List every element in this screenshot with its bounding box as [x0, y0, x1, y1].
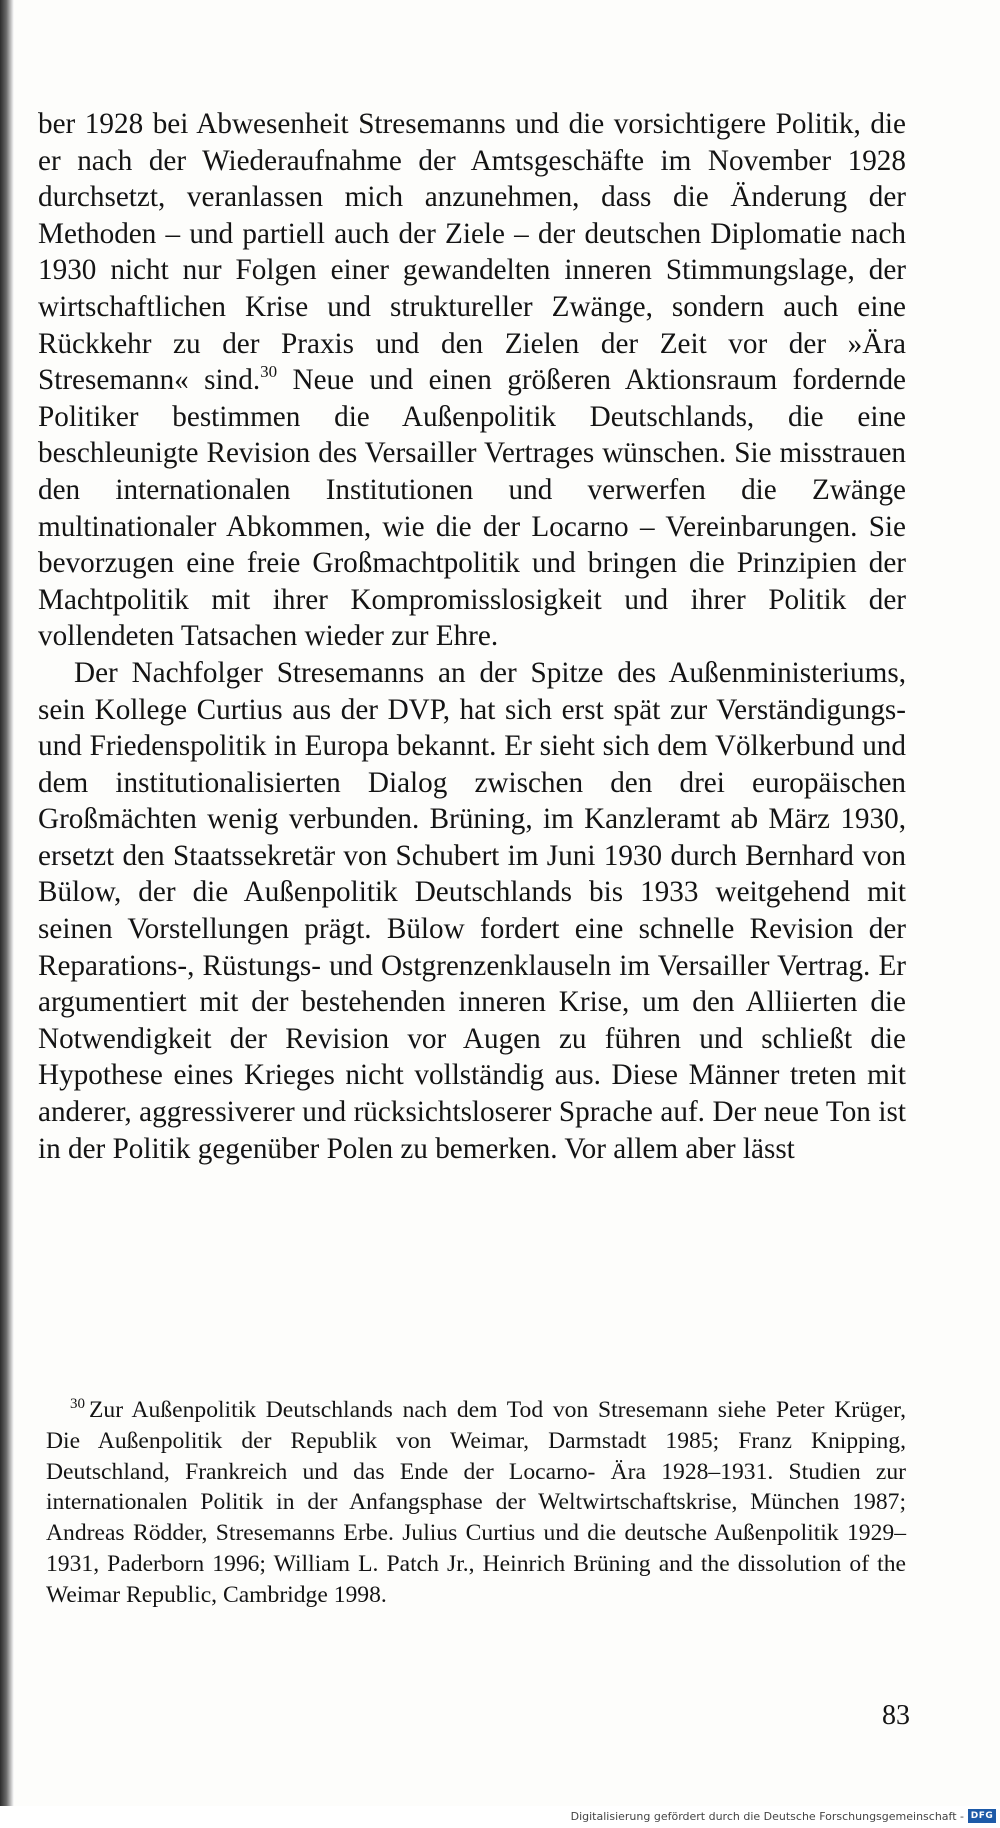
- page-spine-shadow: [0, 0, 14, 1828]
- digitization-footer: [0, 1806, 1000, 1828]
- footnote-30: [46, 1395, 906, 1611]
- main-text: [38, 106, 906, 1167]
- footnote-area: [46, 1395, 906, 1611]
- paragraph-1-text-a: ber 1928 bei Abwesenheit Stresemanns und die vorsichtigere Politik, die er nach der Wiederaufnahme der Amtsgeschäfte im November 1928 durchsetzt, veranlassen mich anzunehmen, dass die Änderung der Methoden – und partiell auch der Ziele – der deutschen Diplomatie nach 1930 nicht nur Folgen einer gewandelten inneren Stimmungslage, der wirtschaftlichen Krise und struktureller Zwänge, sondern auch eine Rückkehr zu der Praxis und den Zielen der Zeit vor der »Ära Stresemann« sind.: [38, 108, 906, 397]
- paragraph-2: Der Nachfolger Stresemanns an der Spitze des Außenministeriums, sein Kollege Curtius aus der DVP, hat sich erst spät zur Verständigungs- und Friedenspolitik in Europa bekannt. Er sieht sich dem Völkerbund und dem institutionalisierten Dialog zwischen den drei europäischen Großmächten wenig verbunden. Brüning, im Kanzleramt ab März 1930, ersetzt den Staatssekretär von Schubert im Juni 1930 durch Bernhard von Bülow, der die Außenpolitik Deutschlands bis 1933 weitgehend mit seinen Vorstellungen prägt. Bülow fordert eine schnelle Revision der Reparations-, Rüstungs- und Ostgrenzenklauseln im Versailler Vertrag. Er argumentiert mit der bestehenden inneren Krise, um den Alliierten die Notwendigkeit der Revision vor Augen zu führen und schließt die Hypothese eines Krieges nicht vollständig aus. Diese Männer treten mit anderer, aggressiverer und rücksichtsloserer Sprache auf. Der neue Ton ist in der Politik gegenüber Polen zu bemerken. Vor allem aber lässt: [38, 656, 906, 1165]
- page-number: 83: [882, 1700, 910, 1731]
- paragraph-1-text-b: Neue und einen größeren Aktionsraum fordernde Politiker bestimmen die Außenpolitik Deutschlands, die eine beschleunigte Revision des Versailler Vertrages wünschen. Sie misstrauen den internationalen Institutionen und verwerfen die Zwänge multinationaler Abkommen, wie die der Locarno – Vereinbarungen. Sie bevorzugen eine freie Großmachtpolitik und bringen die Prinzipien der Machtpolitik mit ihrer Kompromisslosigkeit und ihrer Politik der vollendeten Tatsachen wieder zur Ehre.: [38, 364, 906, 653]
- footnote-number: 30: [70, 1396, 85, 1412]
- footnote-reference-30[interactable]: 30: [260, 362, 278, 382]
- paragraph-1: [38, 106, 906, 655]
- footnote-text: Zur Außenpolitik Deutschlands nach dem Tod von Stresemann siehe Peter Krüger, Die Außenpolitik der Republik von Weimar, Darmstadt 1985; Franz Knipping, Deutschland, Frankreich und das Ende der Locarno- Ära 1928–1931. Studien zur internationalen Politik in der Anfangsphase der Weltwirtschaftskrise, München 1987; Andreas Rödder, Stresemanns Erbe. Julius Curtius und die deutsche Außenpolitik 1929–1931, Paderborn 1996; William L. Patch Jr., Heinrich Brüning and the dissolution of the Weimar Republic, Cambridge 1998.: [46, 1397, 906, 1608]
- dfg-logo-icon: DFG: [968, 1809, 996, 1823]
- funding-credit: Digitalisierung gefördert durch die Deutsche Forschungsgemeinschaft -: [570, 1810, 964, 1823]
